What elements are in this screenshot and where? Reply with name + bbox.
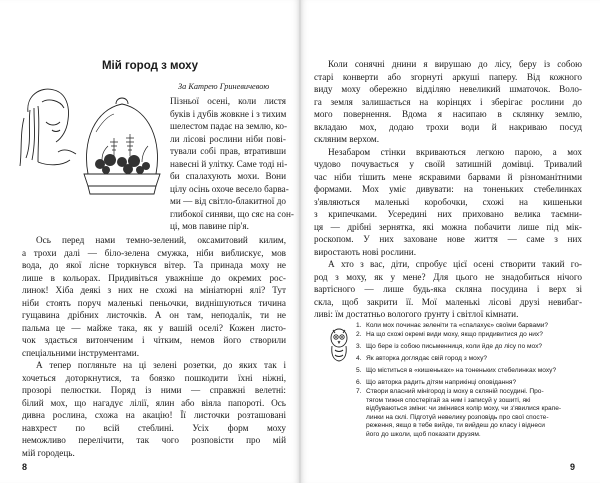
story-line: ливі: їм достатньо вологого ґрунту і світлої кімнати. <box>314 309 519 319</box>
question-number: 2. <box>356 331 362 338</box>
question-text: Що авторка радить дітям наприкінці оповідання? <box>366 379 517 386</box>
story-line: лише в кольорах. Придивіться уважніше до окремих рос- <box>22 272 286 283</box>
story-line: чок здається витонченим і чітким, немов його створили <box>22 335 286 345</box>
story-line: виростають нові рослини. <box>314 246 417 257</box>
story-line: Незабаром стінки вкриваються легкою парою, а мох <box>328 146 582 157</box>
story-line: ці, мов павине пір'я. <box>170 221 249 231</box>
story-line: га земля залишається на корінцях і зберігає рослини до <box>314 96 582 107</box>
owl-question-icon <box>327 326 351 364</box>
story-attribution: За Катрею Гриневичевою <box>178 82 270 91</box>
story-line: мій городець. <box>22 447 75 458</box>
story-line: вартісного — лише будь-яка скляна посудина і верх зі <box>314 284 582 294</box>
question-text: Створи власний мінігород із моху в скляній посудині. Про- <box>366 388 544 395</box>
story-line: час ніби тішить мене яскравими барвами й різноманітними <box>314 171 582 182</box>
story-line: род з моху, як у мене? Для цього не знадобиться нічого <box>314 271 582 282</box>
story-line: з'являються маленькі коробочки, схожі на кишеньки <box>314 196 582 207</box>
story-line: неможливо перелічити, так чого розповісти про мій <box>22 435 286 445</box>
question-text: линки на склі. Підготуй невелику розповідь про свої спосте- <box>366 413 549 421</box>
story-line: вода, до якої лісне торкнувся вітер. Та принада моху не <box>22 260 286 270</box>
question-number: 3. <box>356 343 362 350</box>
question-text: На що схожі окремі види моху, якщо придивитися до них? <box>366 331 543 338</box>
question-text: Що міститься в «кишеньках» на тоненьких стебелинках моху? <box>366 367 557 374</box>
story-line: ця — дрібні зернятка, які можна побачити лише під мік- <box>314 221 582 232</box>
story-line: пальма це — майже така, як у вашій оселі? Кожен листо- <box>22 322 286 333</box>
story-line: ли лісові рослини ніби пові- <box>170 133 286 144</box>
story-line: скляним верхом. <box>314 134 380 144</box>
story-line: спеціальними інструментами. <box>22 347 139 358</box>
question-number: 7. <box>356 388 362 395</box>
page-number-left: 8 <box>22 462 28 472</box>
story-line: глибокої синяви, що сяє на сон- <box>170 208 294 219</box>
story-line: тували собі прав, втративши <box>170 146 286 156</box>
story-line: чудово почувається у своїй затишній домівці. Тривалий <box>314 159 582 169</box>
story-line: буків і дубів жовкне і з тихим <box>170 108 287 119</box>
story-line: би спалахують мохи. Вони <box>170 171 286 181</box>
story-line: хочеться доторкнутися, та боязко пошкодити їхні ніжні, <box>22 372 286 383</box>
story-line: линок! Хіба деякі з них не схожі на мініатюрні ялі? Тут <box>22 285 286 295</box>
story-line: прозорі пелюстки. Поряд із ними — справжні велетні: <box>22 385 286 395</box>
story-line: старі конверти або згорнуті аркуші паперу. Від кожного <box>314 71 582 82</box>
question-number: 1. <box>356 322 362 329</box>
story-line: ми — від світло-блакитної до <box>170 196 286 206</box>
question-text: Що бере із собою письменниця, коли йде до лісу по мох? <box>366 343 543 350</box>
story-line: виду моху обережно відділяю невеликий шматочок. Воло- <box>314 84 582 94</box>
story-line: Ось перед нами темно-зелений, оксамитовий килим, <box>36 235 286 245</box>
story-line: вкладаю мох, додаю трохи води й накриваю посуд <box>314 121 582 132</box>
story-line: А хто з вас, діти, спробує цієї осені створити такий го- <box>328 259 582 269</box>
story-line: скла, щоб закрити її. Мої маленькі лісові друзі невибаг- <box>314 296 582 307</box>
story-line: формами. Мох уміє дивувати: на тоненьких стебелинках <box>314 184 582 194</box>
question-text: Коли мох починає зеленіти та «спалахує» своїми барвами? <box>366 322 549 329</box>
story-line: гущавина дрібних листочків. А он там, неподалік, ти не <box>22 310 286 320</box>
book-spine <box>299 0 301 483</box>
story-line: шелестом падає на землю, ко- <box>170 121 288 131</box>
story-line: з крипечками. Усередині них приховано велика таємни- <box>314 209 582 219</box>
story-line: Коли сонячні днини я вирушаю до лісу, беру із собою <box>328 59 582 69</box>
girl-with-terrarium-illustration <box>18 82 166 202</box>
story-line: дивна рослина, схожа на акацію! Її листочки розташовані <box>22 410 286 420</box>
question-text: Як авторка доглядає свій город з моху? <box>366 355 488 362</box>
story-line: цілу осінь охоче весело барва- <box>170 183 289 194</box>
question-text: його до школи, щоб показати друзям. <box>366 430 481 438</box>
question-text: реження, якщо в тебе вийде, ти вийдеш до класу і віднеси <box>366 422 545 429</box>
question-number: 6. <box>356 379 362 386</box>
page-number-right: 9 <box>570 462 576 472</box>
question-number: 4. <box>356 355 362 362</box>
story-title: Мій город з моху <box>101 60 199 72</box>
question-number: 5. <box>356 367 362 374</box>
story-line: Пізньої осені, коли листя <box>170 96 286 106</box>
story-line: навхрест по всій стеблині. Усіх форм моху <box>22 422 286 433</box>
story-line: білий мох, що нагадує лілії, ялин або віяла папороті. Ось <box>22 397 286 408</box>
story-line: ніби стоять поруч маленькі пеньочки, виднішуються тичина <box>22 297 286 308</box>
question-text: відбуваються зміни: чи змінився колір моху, чи з'явилися крапе- <box>366 405 562 412</box>
story-line: А тепер погляньте на ці зелені розетки, до яких так і <box>36 360 286 370</box>
story-line: а трохи далі — біло-зелена смужка, ніби виблискує, мов <box>22 247 286 258</box>
story-line: роскопом. У них заховане нове життя — саме з них <box>314 234 582 244</box>
story-line: навесні й улітку. Саме тоді ні- <box>170 158 288 169</box>
story-line: мого повернення. Вдома я насипаю в склянку землю, <box>314 109 582 119</box>
question-text: тягом тижня спостерігай за ним і записуй у зошиті, які <box>366 396 531 404</box>
